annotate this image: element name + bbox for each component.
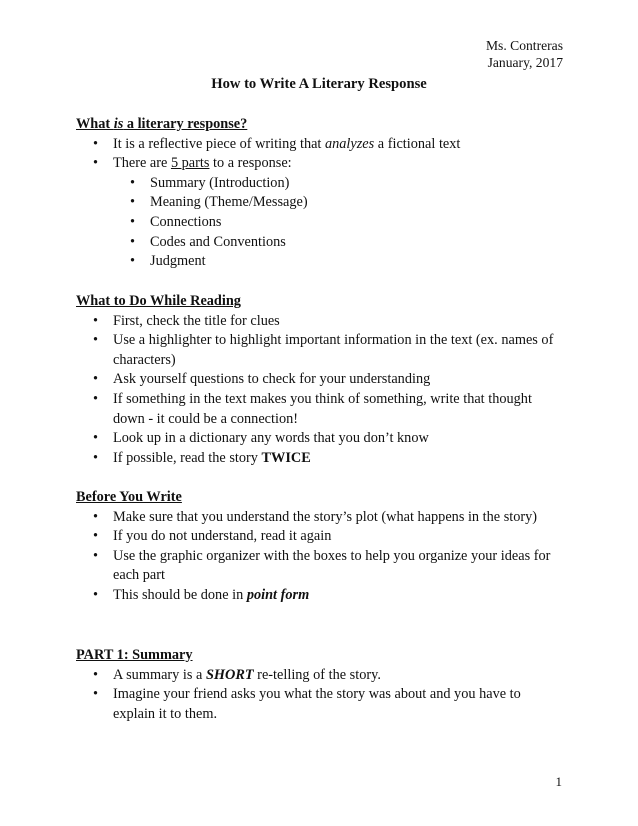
list-item: • Look up in a dictionary any words that you don’t know <box>76 429 566 449</box>
bullet-list <box>76 508 566 606</box>
section-heading: PART 1: Summary <box>76 647 193 663</box>
bullet-list <box>76 666 566 725</box>
sub-list-item: • Summary (Introduction) <box>76 174 566 194</box>
list-item: • If something in the text makes you think of something, write that thought down - it could be a connection! <box>76 390 566 429</box>
section-heading: Before You Write <box>76 489 182 505</box>
list-item: • First, check the title for clues <box>76 312 566 332</box>
section-before-write <box>76 488 566 606</box>
bullet-list <box>76 312 566 469</box>
list-item: • It is a reflective piece of writing that analyzes a fictional text <box>76 135 566 155</box>
list-item: • Use the graphic organizer with the boxes to help you organize your ideas for each part <box>76 547 566 586</box>
sub-list-item: • Codes and Conventions <box>76 233 566 253</box>
page-title: How to Write A Literary Response <box>211 76 427 92</box>
list-item: • There are 5 parts to a response: <box>76 154 566 174</box>
list-item: • A summary is a SHORT re-telling of the story. <box>76 666 566 686</box>
header-block <box>486 37 563 71</box>
section-what-is <box>76 115 566 272</box>
bullet-list <box>76 135 566 272</box>
sub-list-item: • Judgment <box>76 252 566 272</box>
teacher-name: Ms. Contreras <box>485 38 563 53</box>
list-item: • This should be done in point form <box>76 586 566 606</box>
list-item: • If you do not understand, read it again <box>76 527 566 547</box>
document-date: January, 2017 <box>487 55 563 70</box>
list-item: • If possible, read the story TWICE <box>76 449 566 469</box>
list-item: • Ask yourself questions to check for your understanding <box>76 370 566 390</box>
list-item: • Use a highlighter to highlight important information in the text (ex. names of characters) <box>76 331 566 370</box>
list-item: • Imagine your friend asks you what the story was about and you have to explain it to them. <box>76 685 566 724</box>
sub-list-item: • Connections <box>76 213 566 233</box>
list-item: • Make sure that you understand the story’s plot (what happens in the story) <box>76 508 566 528</box>
section-while-reading <box>76 292 566 468</box>
page-number: 1 <box>555 774 562 789</box>
sub-list-item: • Meaning (Theme/Message) <box>76 193 566 213</box>
section-heading: What to Do While Reading <box>76 293 241 309</box>
section-part1-summary <box>76 646 566 724</box>
section-heading: What is a literary response? <box>76 116 248 132</box>
